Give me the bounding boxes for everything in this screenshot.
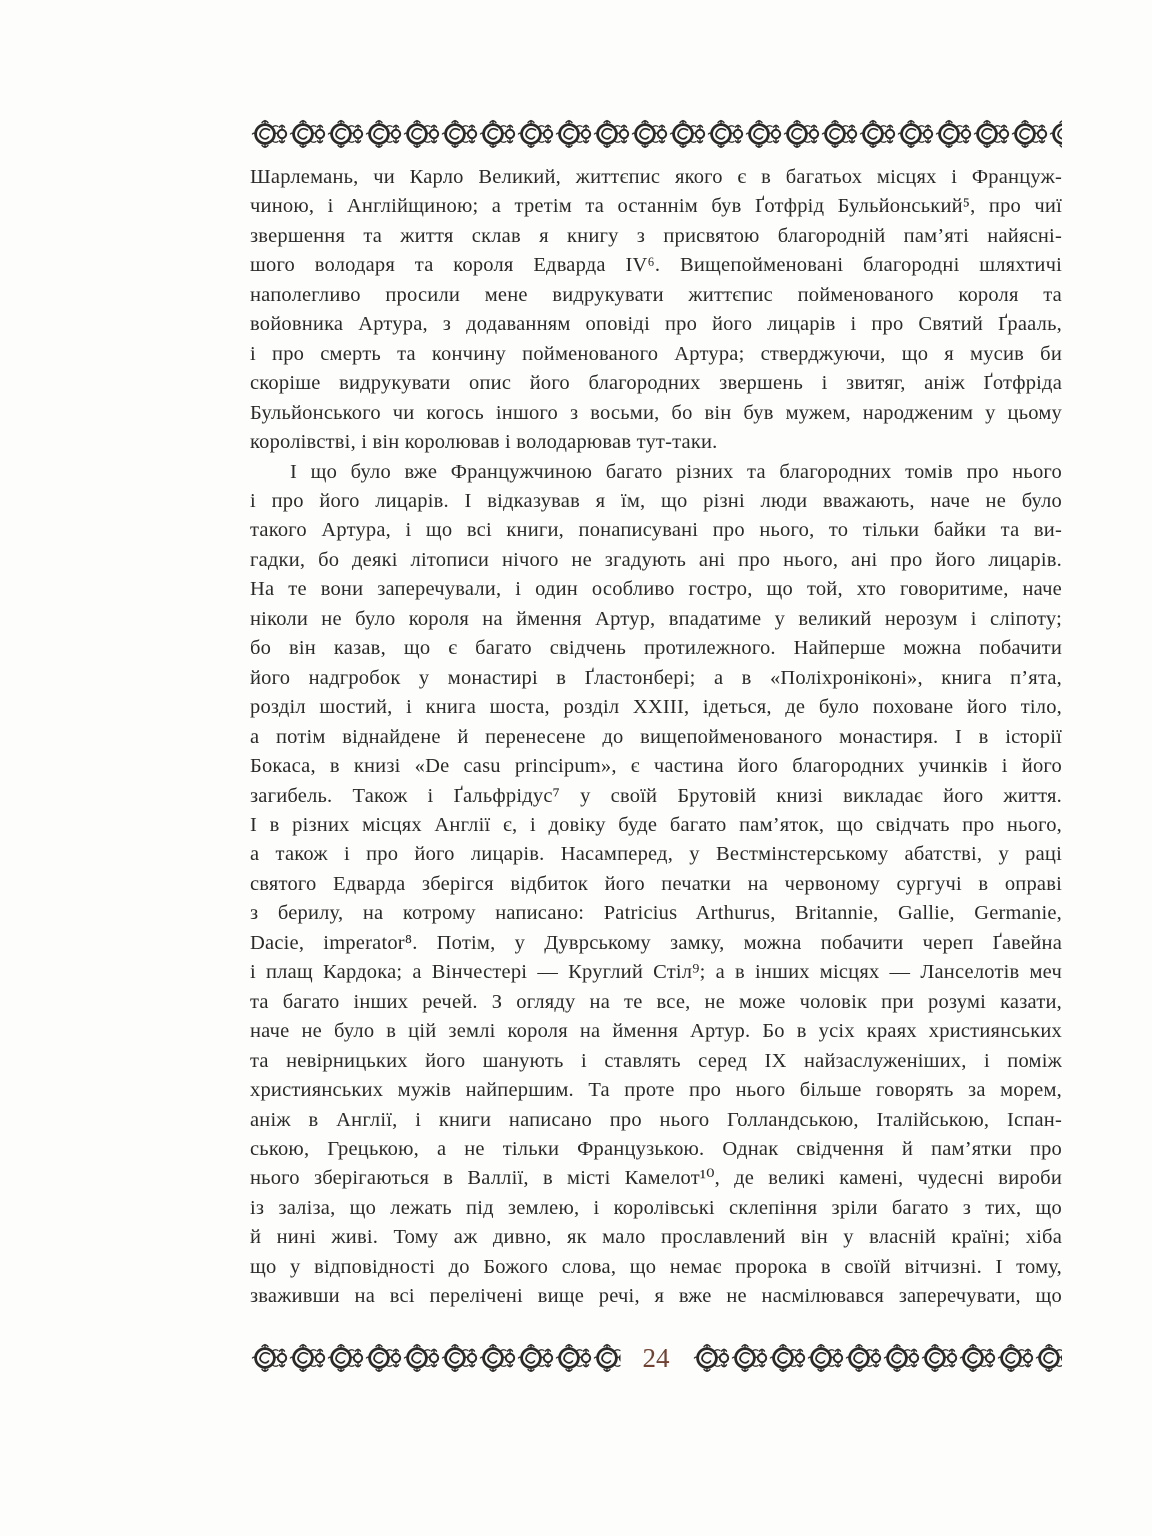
text-line: Бульйонського чи когось іншого з восьми, бо він був мужем, народженим у цьому (250, 401, 1062, 424)
text-line: наче не було в цій землі короля на ймення Артур. Бо в усіх краях християнських (250, 1020, 1062, 1043)
text-line: скоріше видрукувати опис його благородних звершень і звитяг, аніж Ґотфріда (250, 372, 1062, 395)
text-line: І в різних місцях Англії є, і довіку буде багато пам’яток, що свідчать про нього, (250, 813, 1062, 836)
text-line: зваживши на всі перелічені вище речі, я вже не насмілювався заперечувати, що (250, 1285, 1062, 1308)
text-line: а потім віднайдене й перенесене до вищепойменованого монастиря. І в історії (250, 725, 1062, 748)
text-line: такого Артура, і що всі книги, понаписувані про нього, то тільки байки та ви- (250, 519, 1062, 542)
text-line: і про смерть та кончину пойменованого Артура; стверджуючи, що я мусив би (250, 342, 1062, 365)
paragraph-2 (250, 458, 1062, 1312)
text-line: загибель. Також і Ґальфрідус⁷ у своїй Брутовій книзі викладає його життя. (250, 784, 1062, 807)
text-line: Бокаса, в книзі «De casu principum», є частина його благородних учинків і його (250, 755, 1062, 778)
text-line: звершення та життя склав я книгу з присвятою благородній пам’яті найясні- (250, 224, 1062, 247)
text-line: християнських мужів найпершим. Та проте про нього більше говорять за морем, (250, 1079, 1062, 1102)
text-line: святого Едварда зберігся відбиток його печатки на червоному сургучі в оправі (250, 872, 1062, 895)
text-line: і про його лицарів. І відказував я їм, що різні люди вважають, наче не було (250, 489, 1062, 512)
text-line: чиною, і Англійщиною; а третім та останнім був Ґотфрід Бульйонський⁵, про чиї (250, 195, 1062, 218)
vine-ornament-icon (250, 118, 1062, 150)
text-line: й нині живі. Тому аж дивно, як мало прославлений він у власній країні; хіба (250, 1226, 1062, 1249)
text-line: наполегливо просили мене видрукувати життєпис пойменованого короля та (250, 283, 1062, 306)
text-line: і плащ Кардока; а Вінчестері — Круглий Стіл⁹; а в інших місцях — Ланселотів меч (250, 961, 1062, 984)
text-line: шого володаря та короля Едварда IV⁶. Вищепойменовані благородні шляхтичі (250, 254, 1062, 277)
text-line: На те вони заперечували, і один особливо гостро, що той, хто говоритиме, наче (250, 578, 1062, 601)
ornament-border-bottom-right (692, 1342, 1063, 1374)
text-line: нього зберігаються в Валлії, в місті Камелот¹⁰, де великі камені, чудесні вироби (250, 1167, 1062, 1190)
text-line: гадки, бо деякі літописи нічого не згадують ані про нього, ані про його лицарів. (250, 548, 1062, 571)
vine-ornament-icon (692, 1342, 1063, 1374)
vine-ornament-icon (250, 1342, 621, 1374)
text-line: Шарлемань, чи Карло Великий, життєпис якого є в багатьох місцях і Француж- (250, 166, 1062, 188)
text-line: із заліза, що лежать під землею, і королівські склепіння зріли багато з тих, що (250, 1196, 1062, 1219)
text-line: королівстві, і він королював і володарював тут-таки. (250, 431, 718, 454)
text-line: аніж в Англії, і книги написано про нього Голландською, Італійською, Іспан- (250, 1108, 1062, 1131)
text-line: що у відповідності до Божого слова, що немає пророка в своїй вітчизні. І тому, (250, 1255, 1062, 1278)
page-footer (250, 1340, 1062, 1376)
text-line: та невірницьких його шанують і ставлять серед IX найзаслуженіших, і поміж (250, 1049, 1062, 1072)
ornament-border-bottom-left (250, 1342, 621, 1374)
text-line: а також і про його лицарів. Насамперед, у Вестмінстерському абатстві, у раці (250, 843, 1062, 866)
page-text (250, 163, 1062, 1312)
ornament-border-top (250, 118, 1062, 150)
text-line: з берилу, на котрому написано: Patricius Arthurus, Britannie, Gallie, Germanie, (250, 902, 1062, 925)
paragraph-1 (250, 163, 1062, 458)
text-line: розділ шостий, і книга шоста, розділ XXIII, ідеться, де було поховане його тіло, (250, 696, 1062, 719)
text-line: войовника Артура, з додаванням оповіді про його лицарів і про Святий Ґрааль, (250, 313, 1062, 336)
text-line: Dacie, imperator⁸. Потім, у Дуврському замку, можна побачити череп Ґавейна (250, 931, 1062, 954)
text-line: бо він казав, що є багато свідчень протилежного. Найперше можна побачити (250, 637, 1062, 660)
text-line: його надгробок у монастирі в Ґластонбері; а в «Поліхроніконі», книга п’ята, (250, 666, 1062, 689)
page-number: 24 (642, 1343, 670, 1373)
text-line: та багато інших речей. З огляду на те все, не може чоловік при розумі казати, (250, 990, 1062, 1013)
text-line: ською, Грецькою, а не тільки Французькою. Однак свідчення й пам’ятки про (250, 1137, 1062, 1160)
text-line: ніколи не було короля на ймення Артур, впадатиме у великий нерозум і сліпоту; (250, 607, 1062, 630)
text-line: І що було вже Францужчиною багато різних та благородних томів про нього (290, 460, 1062, 483)
